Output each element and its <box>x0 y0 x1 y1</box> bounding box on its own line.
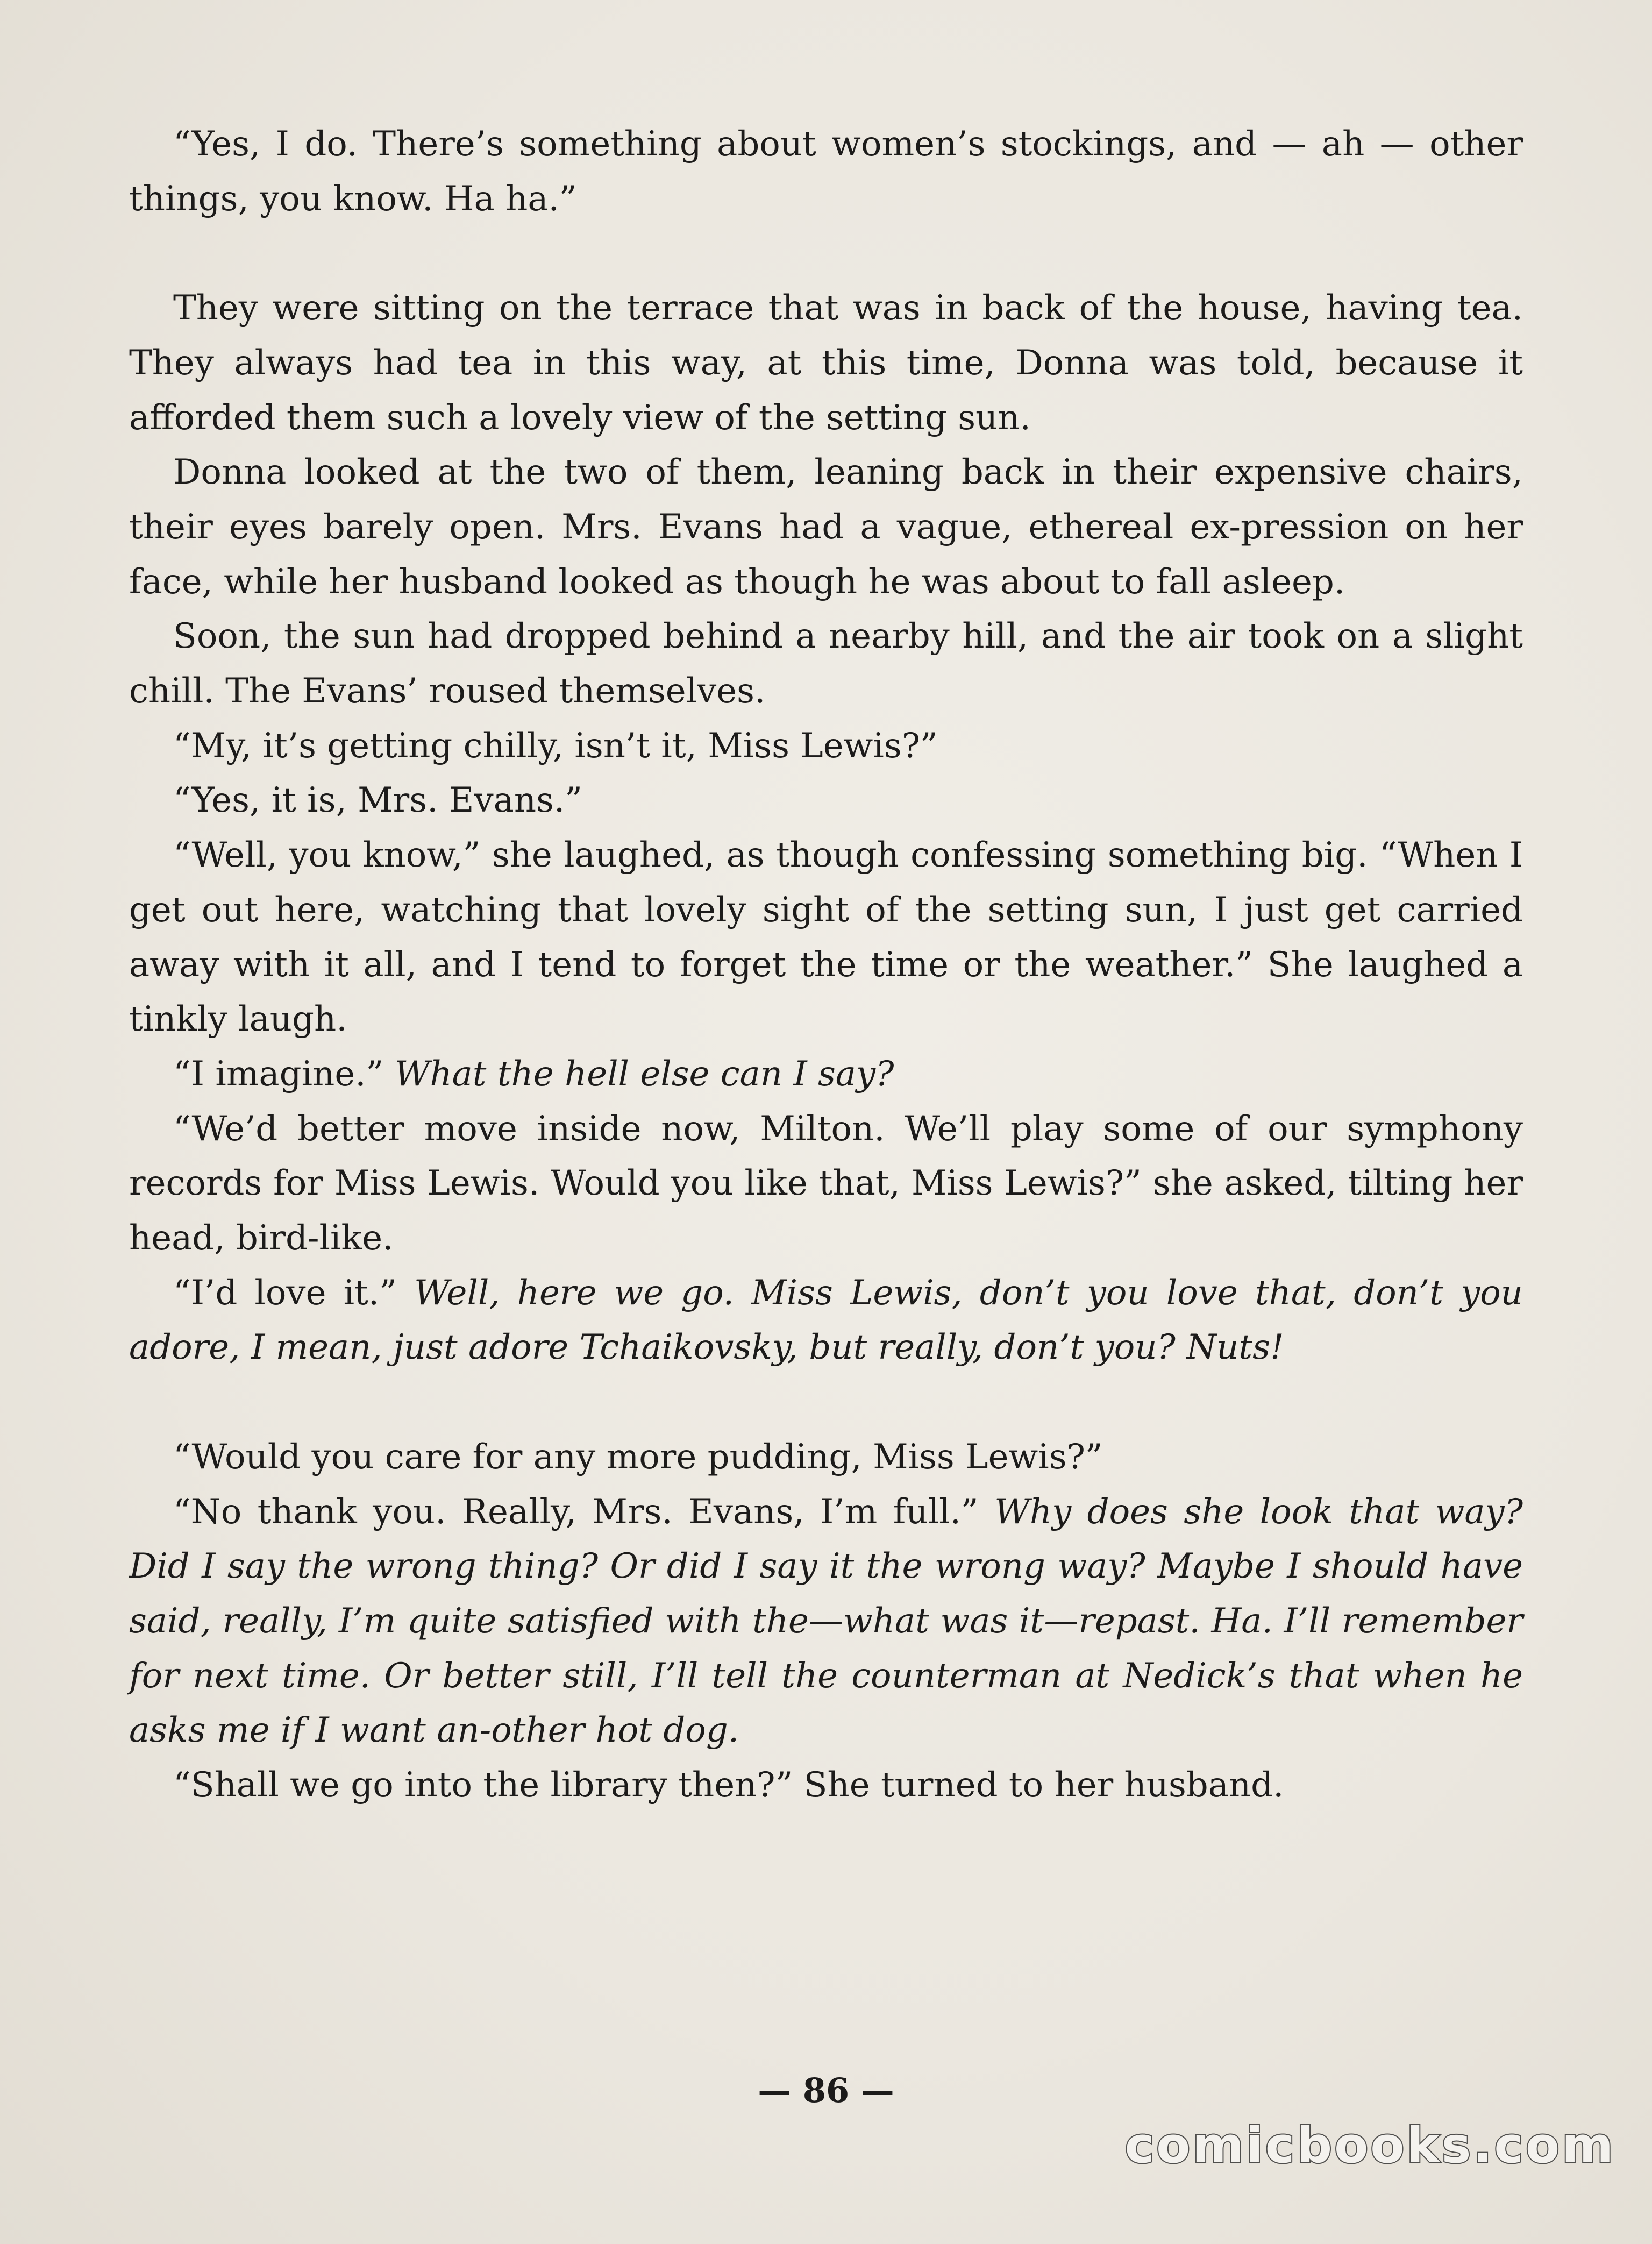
text-run: They were sitting on the terrace that was in back of the house, having tea. They always had tea in this way, at this time, Donna was told, because it afforded them such a lovely view of the setting sun. <box>129 288 1523 438</box>
text-run: “No thank you. Really, Mrs. Evans, I’m full.” <box>173 1492 995 1532</box>
body-text <box>129 117 1523 1813</box>
text-run: “I’d love it.” <box>173 1273 414 1313</box>
paragraph <box>129 1102 1523 1266</box>
paragraph <box>129 719 1523 774</box>
paragraph <box>129 281 1523 445</box>
paragraph <box>129 117 1523 226</box>
paragraph <box>129 445 1523 609</box>
paragraph <box>129 773 1523 828</box>
paragraph <box>129 1485 1523 1759</box>
text-run: “Yes, it is, Mrs. Evans.” <box>173 780 582 821</box>
text-run: “Yes, I do. There’s something about women’s stockings, and — ah — other things, you know. Ha ha.” <box>129 124 1523 219</box>
page-number: — 86 — <box>758 2071 894 2110</box>
text-run: Soon, the sun had dropped behind a nearby hill, and the air took on a slight chill. The Evans’ roused themselves. <box>129 616 1523 712</box>
paragraph <box>129 609 1523 719</box>
text-run: “We’d better move inside now, Milton. We’ll play some of our symphony records for Miss Lewis. Would you like that, Miss Lewis?” she asked, tilting her head, bird-like. <box>129 1109 1523 1259</box>
text-run: “I imagine.” <box>173 1054 395 1094</box>
text-run: Donna looked at the two of them, leaning back in their expensive chairs, their eyes barely open. Mrs. Evans had a vague, ethereal ex-pression on her face, while her husband looked as though he was about to fall asleep. <box>129 452 1523 602</box>
text-run: “Would you care for any more pudding, Miss Lewis?” <box>173 1437 1103 1477</box>
paragraph <box>129 1266 1523 1375</box>
paragraph <box>129 828 1523 1047</box>
italic-thought-text: What the hell else can I say? <box>394 1054 894 1094</box>
italic-thought-text: Why does she look that way? Did I say the wrong thing? Or did I say it the wrong way? Maybe I should have said, really, I’m quite satisfied with the—what was it—repast. Ha. I’ll remember for next time. Or better still, I’ll tell the counterman at Nedick’s that when he asks me if I want an-other hot dog. <box>129 1492 1523 1751</box>
watermark-logo: comicbooks.com <box>1124 2117 1615 2174</box>
paragraph <box>129 1047 1523 1102</box>
paragraph <box>129 1430 1523 1485</box>
text-run: “My, it’s getting chilly, isn’t it, Miss Lewis?” <box>173 726 938 766</box>
text-run: “Well, you know,” she laughed, as though confessing something big. “When I get out here, watching that lovely sight of the setting sun, I just get carried away with it all, and I tend to forget the time or the weather.” She laughed a tinkly laugh. <box>129 835 1523 1040</box>
italic-thought-text: Well, here we go. Miss Lewis, don’t you love that, don’t you adore, I mean, just adore Tchaikovsky, but really, don’t you? Nuts! <box>129 1273 1523 1368</box>
paragraph <box>129 1758 1523 1813</box>
text-run: “Shall we go into the library then?” She turned to her husband. <box>173 1765 1284 1806</box>
